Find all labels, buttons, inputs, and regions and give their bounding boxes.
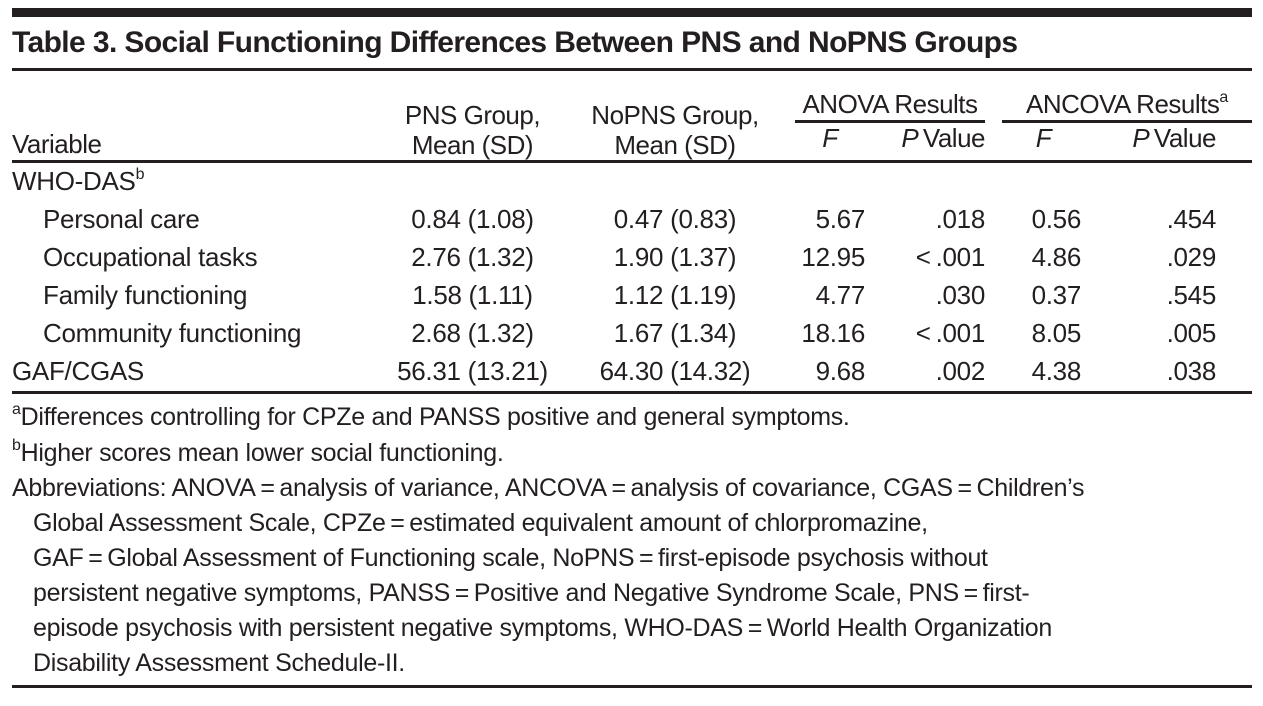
- column-header-ancova-f: [1002, 121, 1085, 161]
- spacer-cell: [985, 201, 1002, 239]
- column-header-pns-group: [390, 71, 555, 161]
- pns-group-line1: PNS Group,: [404, 99, 541, 130]
- footnote-b-text: Higher scores mean lower social functioning.: [20, 438, 504, 467]
- nopns-mean-sd: 1.67 (1.34): [613, 318, 737, 348]
- pns-mean-sd: 2.76 (1.32): [411, 242, 534, 272]
- top-rule: [12, 8, 1252, 17]
- pns-mean-sd: 1.58 (1.11): [412, 280, 533, 310]
- variable-label: Variable: [12, 128, 102, 159]
- row-label: GAF/CGAS: [12, 353, 390, 393]
- anova-p-value: < .001: [915, 318, 985, 348]
- nopns-group-line2: Mean (SD): [614, 129, 736, 160]
- column-group-ancova-results: [1002, 71, 1252, 121]
- pns-mean-sd: 56.31 (13.21): [390, 353, 555, 393]
- column-header-variable: [12, 71, 390, 161]
- ancova-p-value: [1085, 161, 1252, 201]
- column-header-anova-pvalue: [865, 121, 985, 161]
- row-label: Occupational tasks: [43, 242, 258, 272]
- nopns-mean-sd: 64.30 (14.32): [555, 353, 795, 393]
- pns-mean-sd: [390, 161, 555, 201]
- anova-p-value: [865, 161, 985, 201]
- ancova-f-value: 4.38: [1002, 353, 1085, 393]
- abbreviations-line: episode psychosis with persistent negative symptoms, WHO-DAS = World Health Organization: [33, 613, 1052, 642]
- table-body: [12, 161, 1252, 392]
- nopns-mean-sd: 1.12 (1.19): [613, 280, 737, 310]
- footnote-a-text: Differences controlling for CPZe and PANSS positive and general symptoms.: [20, 402, 850, 431]
- column-group-anova-results: [795, 71, 985, 121]
- row-label: Community functioning: [43, 318, 302, 348]
- ancova-f-value: [1002, 161, 1085, 201]
- abbreviations-line: persistent negative symptoms, PANSS = Positive and Negative Syndrome Scale, PNS = first-: [33, 578, 1030, 607]
- anova-f-value: 18.16: [801, 318, 865, 348]
- results-table: [12, 71, 1252, 394]
- abbreviations-note: [12, 471, 1252, 681]
- ancova-f-label: F: [1035, 122, 1052, 153]
- spacer-cell: [985, 71, 1002, 161]
- bottom-rule: [12, 685, 1252, 688]
- anova-p-value: .030: [935, 280, 985, 310]
- ancova-f-value: 8.05: [1031, 318, 1081, 348]
- anova-p-value: .002: [865, 353, 985, 393]
- pns-mean-sd: 0.84 (1.08): [411, 204, 534, 234]
- table-row-occupational-tasks: [12, 239, 1252, 277]
- anova-f-value: 4.77: [815, 280, 865, 310]
- anova-f-value: 12.95: [801, 242, 865, 272]
- ancova-p-label: P: [1132, 122, 1150, 153]
- ancova-group-label: ANCOVA Results: [1026, 88, 1220, 119]
- row-label: Family functioning: [43, 280, 248, 310]
- table-row-personal-care: [12, 201, 1252, 239]
- table-header: [12, 71, 1252, 161]
- footnote-b: [12, 435, 1252, 471]
- anova-value-label: Value: [918, 122, 985, 153]
- abbreviations-line: Disability Assessment Schedule-II.: [33, 648, 405, 677]
- ancova-p-value: .038: [1085, 353, 1252, 393]
- ancova-footnote-marker: a: [1219, 88, 1228, 106]
- pns-mean-sd: 2.68 (1.32): [411, 318, 534, 348]
- anova-f-value: 9.68: [795, 353, 865, 393]
- pns-group-line2: Mean (SD): [411, 129, 534, 160]
- abbreviations-line: Global Assessment Scale, CPZe = estimated equivalent amount of chlorpromazine,: [33, 508, 928, 537]
- footnote-a: [12, 399, 1252, 435]
- row-label: [12, 161, 390, 201]
- column-header-ancova-pvalue: [1085, 121, 1252, 161]
- spacer-cell: [985, 353, 1002, 393]
- anova-p-value: .018: [935, 204, 985, 234]
- anova-f-value: [795, 161, 865, 201]
- column-header-anova-f: [795, 121, 865, 161]
- footnote-a-marker: a: [12, 401, 21, 419]
- row-label: Personal care: [43, 204, 200, 234]
- footnotes: [12, 394, 1252, 681]
- spacer-cell: [985, 161, 1002, 201]
- footnote-b-marker: b: [12, 437, 21, 455]
- spacer-cell: [985, 277, 1002, 315]
- spacer-cell: [985, 315, 1002, 353]
- nopns-mean-sd: 1.90 (1.37): [613, 242, 737, 272]
- ancova-p-value: .454: [1166, 204, 1216, 234]
- nopns-mean-sd: [555, 161, 795, 201]
- ancova-f-value: 0.56: [1031, 204, 1081, 234]
- nopns-mean-sd: 0.47 (0.83): [613, 204, 737, 234]
- anova-f-label: F: [822, 122, 838, 153]
- ancova-f-value: 0.37: [1031, 280, 1081, 310]
- abbreviations-line: GAF = Global Assessment of Functioning scale, NoPNS = first-episode psychosis without: [33, 543, 988, 572]
- table-title-text: Table 3. Social Functioning Differences Between PNS and NoPNS Groups: [12, 26, 1018, 59]
- nopns-group-line1: NoPNS Group,: [591, 99, 759, 130]
- table-row-community-functioning: [12, 315, 1252, 353]
- ancova-p-value: .029: [1166, 242, 1216, 272]
- column-header-nopns-group: [555, 71, 795, 161]
- ancova-value-label: Value: [1149, 122, 1216, 153]
- ancova-p-value: .005: [1166, 318, 1216, 348]
- anova-p-value: < .001: [915, 242, 985, 272]
- ancova-p-value: .545: [1166, 280, 1216, 310]
- row-label-text: WHO-DAS: [12, 166, 136, 196]
- spacer-cell: [985, 239, 1002, 277]
- header-row-groups: [12, 71, 1252, 121]
- table-title: [12, 17, 1252, 71]
- anova-f-value: 5.67: [815, 204, 865, 234]
- anova-group-label: ANOVA Results: [802, 88, 978, 119]
- table-row-family-functioning: [12, 277, 1252, 315]
- ancova-f-value: 4.86: [1031, 242, 1081, 272]
- abbreviations-line: Abbreviations: ANOVA = analysis of variance, ANCOVA = analysis of covariance, CGAS = Children’s: [12, 473, 1085, 502]
- anova-p-label: P: [901, 122, 919, 153]
- row-footnote-marker: b: [135, 166, 145, 184]
- table-row-gaf-cgas: [12, 353, 1252, 393]
- table-row-who-das: [12, 161, 1252, 201]
